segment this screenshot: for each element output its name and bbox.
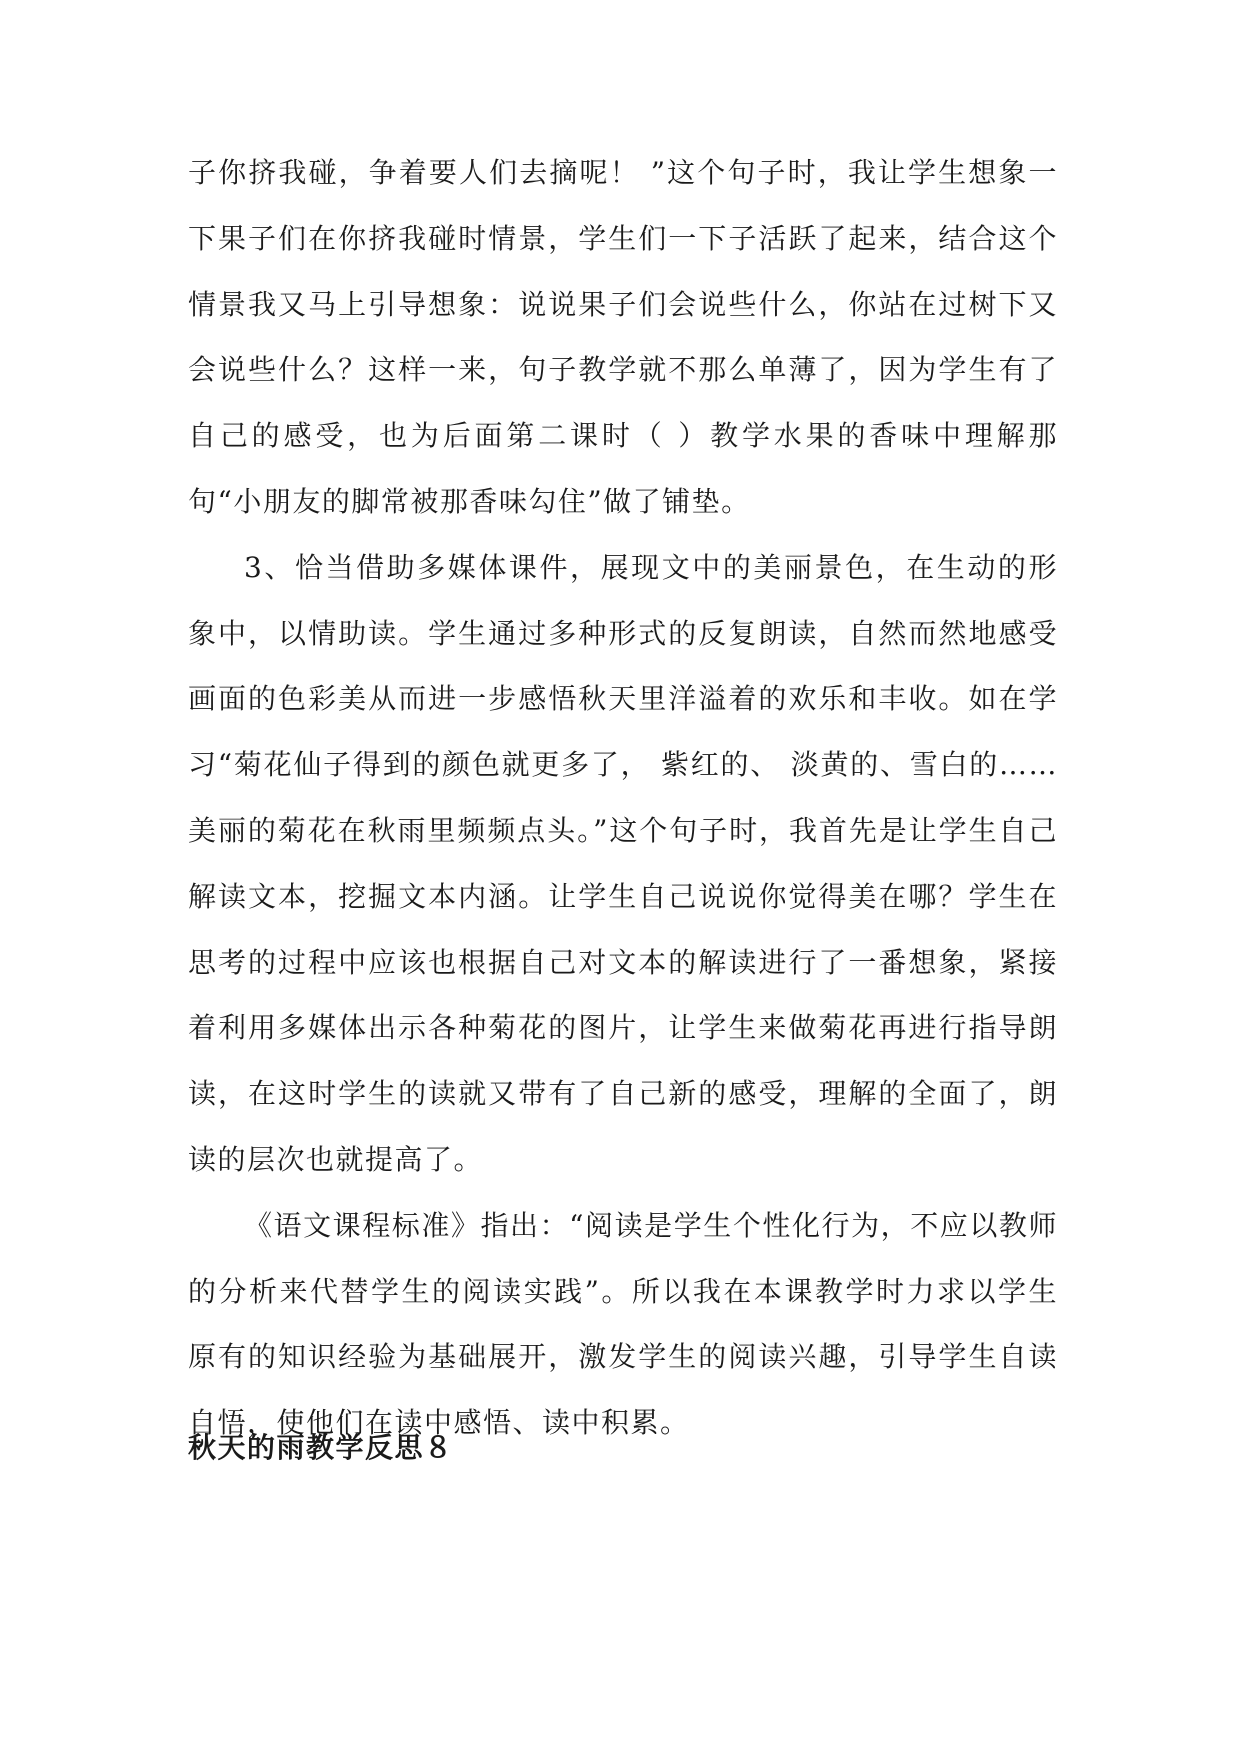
paragraph-curriculum-standard: 《语文课程标准》指出：“阅读是学生个性化行为，不应以教师的分析来代替学生的阅读实践”。所以我在本课教学时力求以学生原有的知识经验为基础展开，激发学生的阅读兴趣，引导学生自读自悟，使他们在读中感悟、读中积累。 <box>188 1208 1058 1440</box>
section-heading: 秋天的雨教学反思８ <box>188 1431 454 1464</box>
paragraph-continuation: 子你挤我碰，争着要人们去摘呢！ ”这个句子时，我让学生想象一下果子们在你挤我碰时情景，学生们一下子活跃了起来，结合这个情景我又马上引导想象：说说果子们会说些什么，你站在过树下又会说些什么？这样一来，句子教学就不那么单薄了，因为学生有了自己的感受，也为后面第二课时（ ）教学水果的香味中理解那句“小朋友的脚常被那香味勾住”做了铺垫。 <box>188 156 1058 518</box>
paragraph-multimedia: 3、恰当借助多媒体课件，展现文中的美丽景色，在生动的形象中，以情助读。学生通过多种形式的反复朗读，自然而然地感受画面的色彩美从而进一步感悟秋天里洋溢着的欢乐和丰收。如在学习“菊花仙子得到的颜色就更多了， 紫红的、 淡黄的、雪白的……美丽的菊花在秋雨里频频点头。”这个句子时，我首先是让学生自己解读文本，挖掘文本内涵。让学生自己说说你觉得美在哪？学生在思考的过程中应该也根据自己对文本的解读进行了一番想象，紧接着利用多媒体出示各种菊花的图片，让学生来做菊花再进行指导朗读，在这时学生的读就又带有了自己新的感受，理解的全面了，朗读的层次也就提高了。 <box>188 550 1058 1176</box>
document-body <box>188 140 1058 1456</box>
